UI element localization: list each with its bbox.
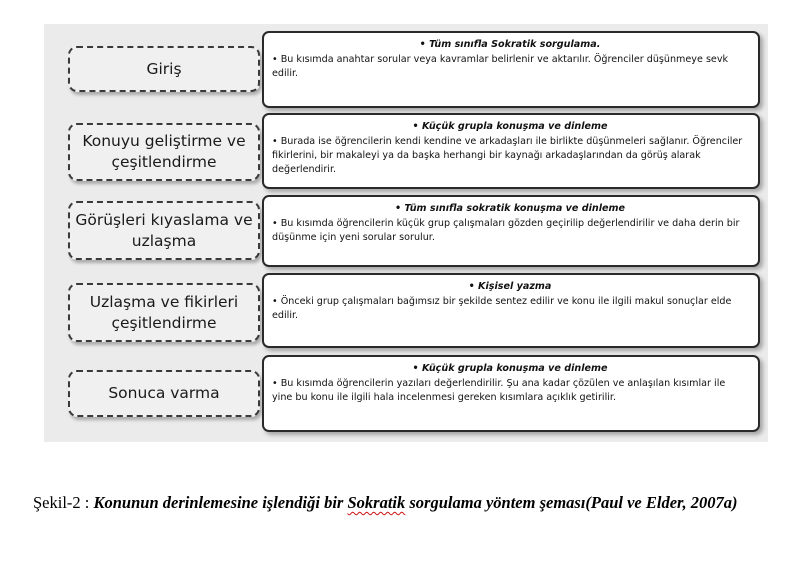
stage-label: Görüşleri kıyaslama ve uzlaşma xyxy=(75,210,253,250)
description-body: • Bu kısımda öğrencilerin küçük grup çalışmaları gözden geçirilip değerlendirilir ve daha derin bir düşünme için yeni sorular sorulur. xyxy=(272,218,740,243)
description-heading: • Küçük grupla konuşma ve dinleme xyxy=(412,121,608,132)
caption-prefix: Şekil-2 : xyxy=(33,493,94,512)
stage-label: Uzlaşma ve fikirleri çeşitlendirme xyxy=(89,292,239,332)
description-box-sonuca-varma xyxy=(262,355,760,432)
description-body: • Bu kısımda öğrencilerin yazıları değerlendirilir. Şu ana kadar çözülen ve anlaşılan kısımlar ile yine bu konu ile ilgili hala incelenmesi gereken kısımlara açıklık getirilir. xyxy=(272,378,726,403)
stage-box-sonuca-varma xyxy=(68,370,260,417)
stage-box-uzlasma xyxy=(68,283,260,342)
caption-title-part: sorgulama yöntem şeması(Paul ve Elder, 2007a) xyxy=(405,493,738,512)
description-heading: • Küçük grupla konuşma ve dinleme xyxy=(412,363,608,374)
caption-title-spellcheck-word: Sokratik xyxy=(347,493,406,512)
stage-box-giris xyxy=(68,46,260,92)
description-box-konuyu-gelistirme xyxy=(262,113,760,189)
description-box-giris xyxy=(262,31,760,108)
caption-title-part: Konunun derinlemesine işlendiği bir xyxy=(93,493,348,512)
stage-box-konuyu-gelistirme xyxy=(68,123,260,181)
description-heading: • Tüm sınıfla Sokratik sorgulama. xyxy=(419,39,601,50)
stage-label: Giriş xyxy=(146,59,182,78)
description-body: • Burada ise öğrencilerin kendi kendine ve arkadaşları ile birlikte düşünmeleri sağlanır. Öğrenciler fikirlerini, bir makaleyi ya da başka herhangi bir kaynağı arkadaşlarından da görüş alarak değerlendirir. xyxy=(272,136,743,175)
description-heading: • Tüm sınıfla sokratik konuşma ve dinleme xyxy=(394,203,626,214)
description-heading: • Kişisel yazma xyxy=(468,281,552,292)
stage-label: Konuyu geliştirme ve çeşitlendirme xyxy=(82,132,246,171)
description-box-uzlasma xyxy=(262,273,760,348)
description-box-gorusleri-kiyaslama xyxy=(262,195,760,267)
description-body: • Bu kısımda anahtar sorular veya kavramlar belirlenir ve aktarılır. Öğrenciler düşünmeye sevk edilir. xyxy=(272,54,729,79)
stage-box-gorusleri-kiyaslama xyxy=(68,201,260,260)
stage-label: Sonuca varma xyxy=(108,384,220,402)
description-body: • Önceki grup çalışmaları bağımsız bir şekilde sentez edilir ve konu ile ilgili makul sonuçlar elde edilir. xyxy=(272,296,732,321)
figure-caption xyxy=(33,490,773,516)
